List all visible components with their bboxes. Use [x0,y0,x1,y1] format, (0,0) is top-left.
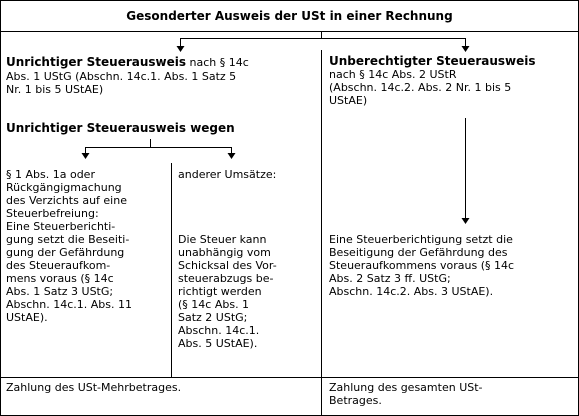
right-ref-line: nach § 14c Abs. 2 UStR [329,68,457,81]
right-body-line: Abschn. 14c.2. Abs. 3 UStAE). [329,285,494,298]
col1-line: Abschn. 14c.1. Abs. 11 [6,298,132,311]
left-ref-line: Abs. 1 UStG (Abschn. 14c.1. Abs. 1 Satz 5 [6,70,237,83]
col2-line: Satz 2 UStG; [178,311,248,324]
col1-line: Abs. 1 Satz 3 UStG; [6,285,114,298]
col1-line: gung setzt die Beseiti- [6,233,130,246]
col1-line: § 1 Abs. 1a oder [6,168,95,181]
right-body-line: Eine Steuerberichtigung setzt die [329,233,513,246]
sub-arrow-right-head [228,153,236,159]
col2-line: steuerabzugs be- [178,272,274,285]
col2-line: (§ 14c Abs. 1 [178,298,250,311]
right-footer-line: Zahlung des gesamten USt- [329,381,483,394]
col2-line: Die Steuer kann [178,233,267,246]
left-column-2-top: anderer Umsätze: [178,168,277,181]
right-ref-line: (Abschn. 14c.2. Abs. 2 Nr. 1 bis 5 [329,81,512,94]
col1-line: gung der Gefährdung [6,246,125,259]
col1-line: mens voraus (§ 14c [6,272,114,285]
left-heading-suffix: nach § 14c [186,56,249,69]
left-sub-heading: Unrichtiger Steuerausweis wegen [6,121,235,135]
right-arrow-head [462,218,470,224]
right-footer [329,381,483,407]
col2-line: Schicksal des Vor- [178,259,277,272]
col1-line: Eine Steuerberichti- [6,220,116,233]
col1-line: UStAE). [6,311,48,324]
left-column-2 [178,233,277,350]
col1-line: Steuerbefreiung: [6,207,99,220]
col2-line: richtigt werden [178,285,262,298]
left-heading-block [6,55,249,96]
right-body-line: Beseitigung der Gefährdung des [329,246,508,259]
right-body-line: Steueraufkommens voraus (§ 14c [329,259,515,272]
left-heading: Unrichtiger Steuerausweis [6,55,187,69]
left-footer: Zahlung des USt-Mehrbetrages. [6,381,182,394]
right-heading: Unberechtigter Steuerausweis [329,54,536,68]
arrow-right-head [462,46,470,52]
diagram-title: Gesonderter Ausweis der USt in einer Rechnung [126,9,453,23]
left-ref-line: Nr. 1 bis 5 UStAE) [6,83,104,96]
sub-arrow-left-head [82,153,90,159]
right-ref-line: UStAE) [329,94,368,107]
right-body [329,233,514,298]
left-column-1 [6,168,132,324]
arrow-left-head [177,46,185,52]
col1-line: Rückgängigmachung [6,181,122,194]
col1-line: des Steueraufkom- [6,259,111,272]
col2-line: Abs. 5 UStAE). [178,337,258,350]
right-heading-block [329,55,536,107]
col1-line: des Verzichts auf eine [6,194,127,207]
right-body-line: Abs. 2 Satz 3 ff. UStG; [329,272,451,285]
right-footer-line: Betrages. [329,394,382,407]
col2-line: Abschn. 14c.1. [178,324,260,337]
col2-line: unabhängig vom [178,246,271,259]
